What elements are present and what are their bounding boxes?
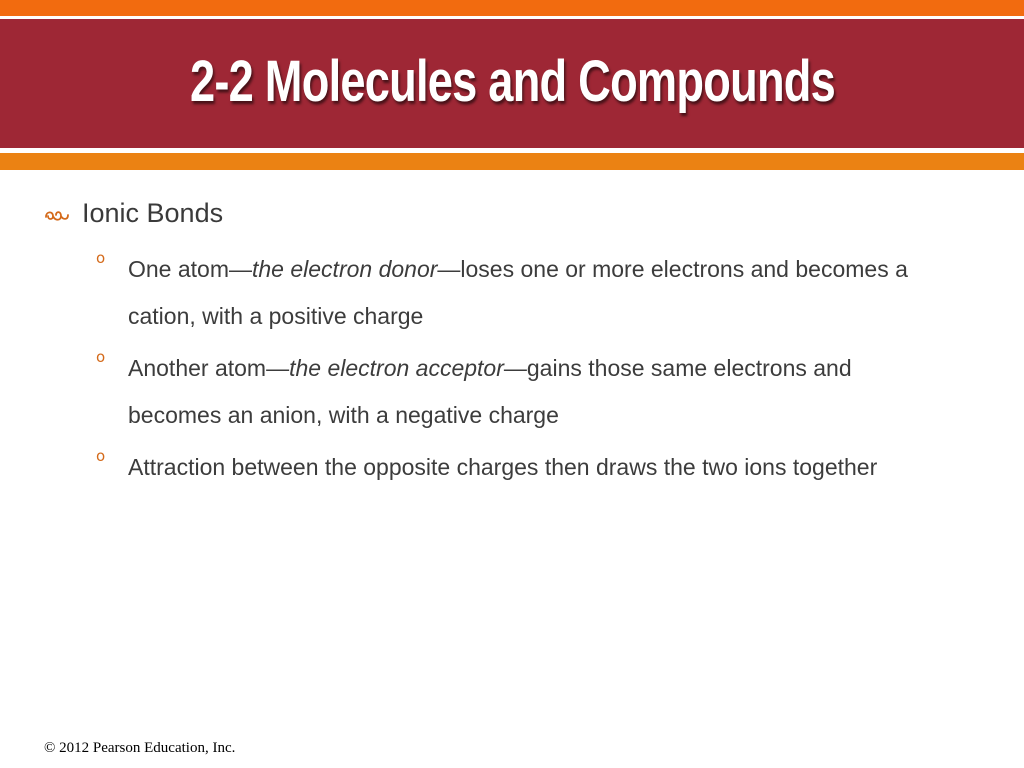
copyright-footer: © 2012 Pearson Education, Inc. [44,740,236,756]
circle-bullet-icon: o [96,249,106,267]
list-item [96,444,916,491]
slide-title: 2-2 Molecules and Compounds [189,49,835,114]
bottom-orange-band [0,153,1024,170]
bullet-text-part: Attraction between the opposite charges then draws the two ions together [128,454,878,480]
list-item [96,246,916,340]
bullet-text-part: —loses one or more electrons and becomes a cation, with a positive charge [128,256,908,329]
bullet-text [128,246,916,340]
bullet-italic-term: the electron acceptor [289,355,504,381]
heading-bullet-item [44,198,223,229]
circle-bullet-icon: o [96,447,106,465]
bullet-text-part: One atom— [128,256,252,282]
bullet-text [128,444,916,491]
list-item [96,345,916,439]
bullet-text-part: —gains those same electrons and becomes an anion, with a negative charge [128,355,852,428]
bullet-text-part: Another atom— [128,355,290,381]
title-bar [0,19,1024,148]
bullet-text [128,345,916,439]
circle-bullet-icon: o [96,348,106,366]
top-orange-band [0,0,1024,16]
bullet-italic-term: the electron donor [252,256,438,282]
heading-label: Ionic Bonds [82,198,224,228]
swirl-bullet-icon [44,207,70,223]
